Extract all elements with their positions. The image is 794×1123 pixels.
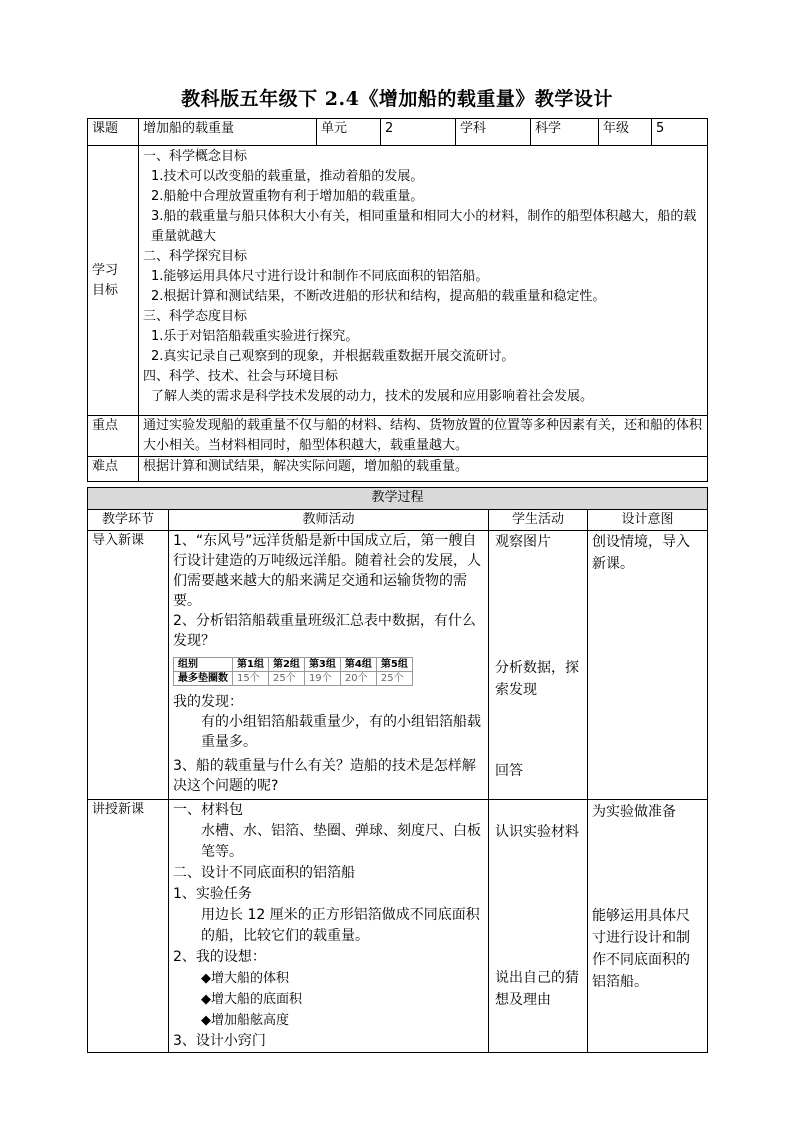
intro-text: 我的发现： bbox=[173, 694, 243, 710]
difficulty-text: 根据计算和测试结果，解决实际问题，增加船的载重量。 bbox=[139, 457, 708, 482]
lesson-label: 课题 bbox=[88, 119, 139, 146]
teach-text: 一、材料包 bbox=[173, 802, 243, 818]
key-label: 重点 bbox=[88, 416, 139, 457]
teach-text: 水槽、水、铝箔、垫圈、弹球、刻度尺、白板笔等。 bbox=[201, 823, 481, 860]
mini-cell: 25个 bbox=[376, 672, 412, 686]
goals-label: 学习 目标 bbox=[88, 146, 139, 416]
student-act: 认识实验材料 bbox=[495, 824, 579, 840]
goal-heading: 二、科学探究目标 bbox=[143, 249, 248, 264]
goal-item: 了解人类的需求是科学技术发展的动力，技术的发展和应用影响着社会发展。 bbox=[151, 389, 594, 404]
stage-teach: 讲授新课 bbox=[88, 800, 169, 1053]
lesson-info-table bbox=[87, 118, 708, 482]
mini-head: 第5组 bbox=[376, 658, 412, 672]
lesson-value: 增加船的载重量 bbox=[139, 119, 317, 146]
stage-intro: 导入新课 bbox=[88, 531, 169, 800]
mini-cell: 20个 bbox=[340, 672, 376, 686]
col-stage: 教学环节 bbox=[88, 510, 169, 531]
goal-item: 2.真实记录自己观察到的现象，并根据载重数据开展交流研讨。 bbox=[151, 349, 515, 364]
teach-intent bbox=[588, 800, 708, 1053]
teach-bullet: ◆增加船舷高度 bbox=[201, 1013, 289, 1028]
teach-text: 用边长 12 厘米的正方形铝箔做成不同底面积的船，比较它们的载重量。 bbox=[201, 907, 480, 944]
intro-teacher bbox=[169, 531, 489, 800]
process-header: 教学过程 bbox=[88, 488, 708, 510]
mini-head: 组别 bbox=[174, 658, 233, 672]
teach-bullet: ◆增大船的体积 bbox=[201, 971, 289, 986]
mini-cell: 19个 bbox=[304, 672, 340, 686]
goal-item: 2.船舱中合理放置重物有利于增加船的载重量。 bbox=[151, 189, 424, 204]
intro-text: 2、分析铝箔船载重量班级汇总表中数据，有什么发现？ bbox=[173, 613, 476, 649]
intro-text: 有的小组铝箔船载重量少，有的小组铝箔船载重量多。 bbox=[201, 714, 481, 750]
mini-cell: 15个 bbox=[233, 672, 269, 686]
goal-item: 1.能够运用具体尺寸进行设计和制作不同底面积的铝箔船。 bbox=[151, 269, 489, 284]
goal-item: 1.乐于对铝箔船载重实验进行探究。 bbox=[151, 329, 359, 344]
intro-student bbox=[489, 531, 588, 800]
mini-head: 第3组 bbox=[304, 658, 340, 672]
goal-heading: 三、科学态度目标 bbox=[143, 309, 248, 324]
student-act: 回答 bbox=[495, 763, 523, 779]
intro-text: 1、“东风号”远洋货船是新中国成立后，第一艘自行设计建造的万吨级远洋船。随着社会的发展，人们需要越来越大的船来满足交通和运输货物的需要。 bbox=[173, 533, 481, 609]
goal-heading: 一、科学概念目标 bbox=[143, 149, 248, 164]
ship-load-summary-table bbox=[173, 657, 413, 686]
student-act: 观察图片 bbox=[495, 534, 551, 550]
grade-value: 5 bbox=[652, 119, 708, 146]
mini-cell: 最多垫圈数 bbox=[174, 672, 233, 686]
intro-intent: 创设情境，导入新课。 bbox=[588, 531, 708, 800]
teach-text: 3、设计小窍门 bbox=[173, 1033, 266, 1049]
goal-item: 2.根据计算和测试结果，不断改进船的形状和结构，提高船的载重量和稳定性。 bbox=[151, 289, 606, 304]
col-intent: 设计意图 bbox=[588, 510, 708, 531]
mini-head: 第4组 bbox=[340, 658, 376, 672]
goal-item: 1.技术可以改变船的载重量，推动着船的发展。 bbox=[151, 169, 424, 184]
intro-text: 3、船的载重量与什么有关？造船的技术是怎样解决这个问题的呢? bbox=[173, 758, 476, 794]
difficulty-label: 难点 bbox=[88, 457, 139, 482]
teach-text: 2、我的设想： bbox=[173, 949, 266, 965]
intent-text: 为实验做准备 bbox=[592, 804, 676, 820]
teach-student bbox=[489, 800, 588, 1053]
col-teacher: 教师活动 bbox=[169, 510, 489, 531]
document-title: 教科版五年级下 2.4《增加船的载重量》教学设计 bbox=[181, 88, 613, 110]
goal-item: 3.船的载重量与船只体积大小有关，相同重量和相同大小的材料，制作的船型体积越大，船的载重量就越大 bbox=[151, 209, 697, 244]
mini-cell: 25个 bbox=[268, 672, 304, 686]
mini-head: 第2组 bbox=[268, 658, 304, 672]
teaching-process-table bbox=[87, 487, 708, 1053]
teach-text: 二、设计不同底面积的铝箔船 bbox=[173, 865, 355, 881]
goals-content bbox=[139, 146, 708, 416]
student-act: 分析数据，探索发现 bbox=[495, 660, 579, 698]
mini-head: 第1组 bbox=[233, 658, 269, 672]
col-student: 学生活动 bbox=[489, 510, 588, 531]
subject-label: 学科 bbox=[456, 119, 531, 146]
teach-bullet: ◆增大船的底面积 bbox=[201, 992, 302, 1007]
teach-teacher bbox=[169, 800, 489, 1053]
unit-label: 单元 bbox=[317, 119, 381, 146]
intent-text: 能够运用具体尺寸进行设计和制作不同底面积的铝箔船。 bbox=[592, 908, 690, 990]
key-text: 通过实验发现船的载重量不仅与船的材料、结构、货物放置的位置等多种因素有关，还和船的体积大小相关。当材料相同时，船型体积越大，载重量越大。 bbox=[139, 416, 708, 457]
student-act: 说出自己的猜想及理由 bbox=[495, 970, 579, 1008]
unit-value: 2 bbox=[381, 119, 456, 146]
grade-label: 年级 bbox=[599, 119, 652, 146]
subject-value: 科学 bbox=[531, 119, 599, 146]
goal-heading: 四、科学、技术、社会与环境目标 bbox=[143, 369, 339, 384]
teach-text: 1、实验任务 bbox=[173, 886, 252, 902]
